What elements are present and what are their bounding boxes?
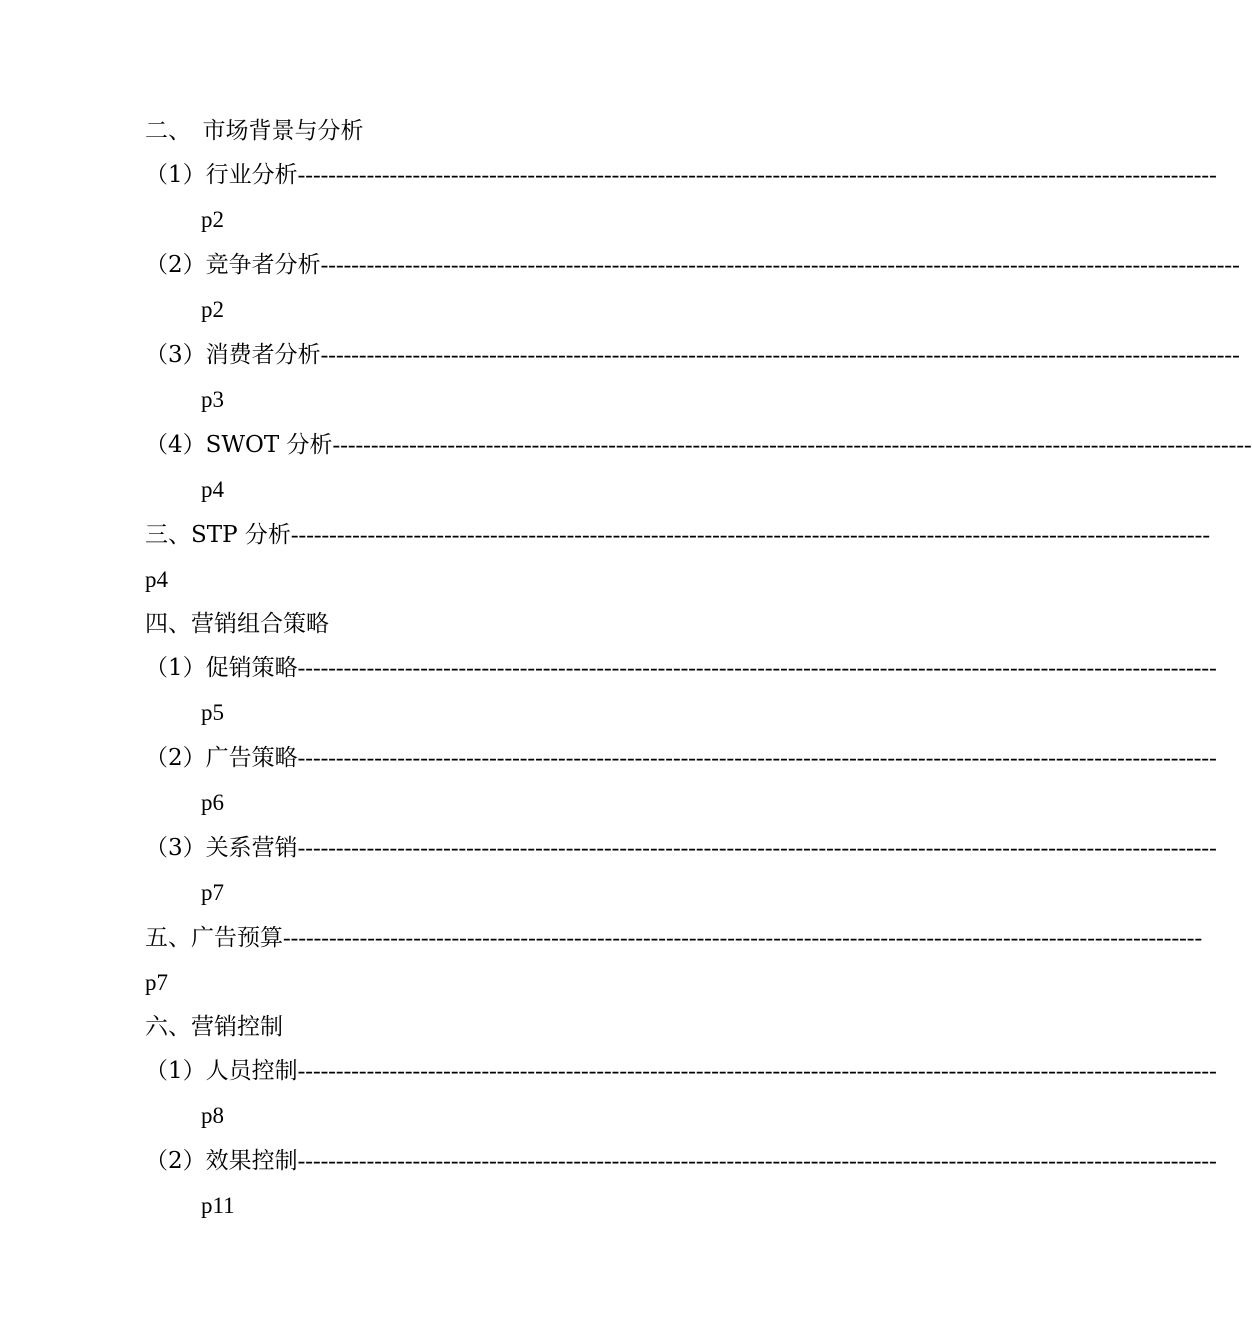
- toc-page-number: p2: [201, 297, 224, 322]
- toc-entry[interactable]: [145, 338, 1240, 372]
- toc-heading-section-2: [145, 114, 364, 148]
- toc-page-number: p7: [145, 970, 168, 995]
- toc-page-number: p7: [201, 880, 224, 905]
- toc-entry-label: （1）促销策略: [145, 655, 298, 681]
- toc-entry[interactable]: [145, 248, 1240, 282]
- toc-leader-dashes: ------------------------------------------------------------------------------------------------------------------------: [320, 342, 1240, 367]
- toc-heading-text: 二、 市场背景与分析: [145, 118, 364, 144]
- toc-entry[interactable]: [145, 158, 1217, 192]
- toc-heading-text: 六、营销控制: [145, 1014, 283, 1040]
- toc-entry-label: （3）关系营销: [145, 835, 298, 861]
- toc-entry[interactable]: [145, 741, 1217, 775]
- toc-entry-label: （2）效果控制: [145, 1148, 298, 1174]
- toc-page-number: p4: [145, 567, 168, 592]
- toc-entry[interactable]: [145, 428, 1252, 462]
- toc-leader-dashes: ------------------------------------------------------------------------------------------------------------------------: [332, 432, 1252, 457]
- toc-leader-dashes: ------------------------------------------------------------------------------------------------------------------------: [297, 835, 1217, 860]
- toc-entry[interactable]: [145, 831, 1217, 865]
- toc-leader-dashes: ------------------------------------------------------------------------------------------------------------------------: [297, 1058, 1217, 1083]
- toc-entry[interactable]: [145, 1144, 1217, 1178]
- toc-page-number: p4: [201, 477, 224, 502]
- toc-leader-dashes: ------------------------------------------------------------------------------------------------------------------------: [297, 1148, 1217, 1173]
- toc-page-number: p2: [201, 207, 224, 232]
- toc-entry[interactable]: [145, 518, 1210, 552]
- toc-entry-label: （2）广告策略: [145, 745, 298, 771]
- toc-entry[interactable]: [145, 1054, 1217, 1088]
- toc-entry-label: （4）SWOT 分析: [145, 432, 333, 458]
- toc-leader-dashes: ------------------------------------------------------------------------------------------------------------------------: [290, 522, 1210, 547]
- toc-entry-label: （1）人员控制: [145, 1058, 298, 1084]
- toc-page-number: p6: [201, 790, 224, 815]
- toc-leader-dashes: ------------------------------------------------------------------------------------------------------------------------: [297, 655, 1217, 680]
- toc-leader-dashes: ------------------------------------------------------------------------------------------------------------------------: [283, 925, 1203, 950]
- toc-page-number: p3: [201, 387, 224, 412]
- toc-page-number: p5: [201, 700, 224, 725]
- toc-leader-dashes: ------------------------------------------------------------------------------------------------------------------------: [297, 162, 1217, 187]
- toc-page-number: p8: [201, 1103, 224, 1128]
- toc-heading-text: 四、营销组合策略: [145, 611, 329, 637]
- toc-entry-label: （1）行业分析: [145, 162, 298, 188]
- toc-entry[interactable]: [145, 651, 1217, 685]
- toc-entry[interactable]: [145, 921, 1203, 955]
- toc-entry-label: 五、广告预算: [145, 925, 283, 951]
- toc-heading-section-4: [145, 607, 329, 641]
- toc-entry-label: （3）消费者分析: [145, 342, 321, 368]
- toc-entry-label: 三、STP 分析: [145, 522, 291, 548]
- toc-heading-section-6: [145, 1010, 283, 1044]
- toc-page-number: p11: [201, 1193, 235, 1218]
- toc-leader-dashes: ------------------------------------------------------------------------------------------------------------------------: [297, 745, 1217, 770]
- toc-entry-label: （2）竞争者分析: [145, 252, 321, 278]
- toc-leader-dashes: ------------------------------------------------------------------------------------------------------------------------: [320, 252, 1240, 277]
